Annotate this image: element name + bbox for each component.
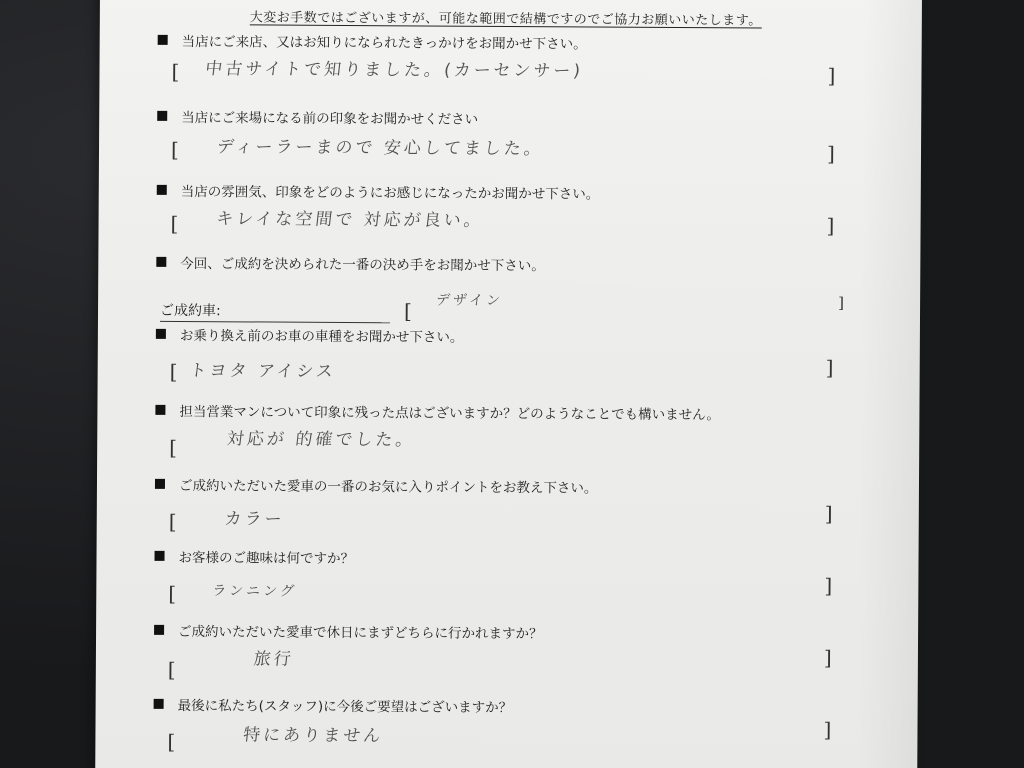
answer-7-bracket-left: [ <box>168 509 177 534</box>
answer-8-bracket-right: ] <box>824 573 833 598</box>
answer-10-bracket-left: [ <box>167 729 176 754</box>
answer-6-bracket-left: [ <box>169 435 178 460</box>
answer-8-handwriting: ランニング <box>211 583 298 600</box>
sheet-header: 大変お手数ではございますが、可能な範囲で結構ですのでご協力お願いいたします。 <box>249 10 762 29</box>
answer-5-handwriting: トヨタ アイシス <box>188 361 337 382</box>
car-label: ご成約車: <box>160 300 390 323</box>
answer-10-bracket-right: ] <box>823 717 832 742</box>
square-bullet-icon <box>156 329 166 339</box>
square-bullet-icon <box>156 257 166 267</box>
question-9-text: ご成約いただいた愛車で休日にまずどちらに行かれますか？ <box>178 623 543 643</box>
question-6 <box>155 400 720 423</box>
answer-2-handwriting: ディーラーまので 安心してました。 <box>215 137 545 160</box>
square-bullet-icon <box>155 405 165 415</box>
question-6-text: 担当営業マンについて印象に残った点はございますか？どのようなことでも構いません。 <box>179 403 721 424</box>
answer-8-bracket-left: [ <box>168 581 177 606</box>
question-7 <box>155 474 598 497</box>
question-2-text: 当店にご来場になる前の印象をお聞かせください <box>181 109 479 128</box>
question-10 <box>154 694 513 716</box>
question-8-text: お客様のご趣味は何ですか？ <box>178 549 355 568</box>
question-1 <box>158 30 587 53</box>
car-bracket-left: [ <box>403 299 412 324</box>
answer-9-bracket-left: [ <box>167 657 176 682</box>
square-bullet-icon <box>155 551 165 561</box>
square-bullet-icon <box>158 35 168 45</box>
question-9 <box>154 620 543 642</box>
answer-1-bracket-right: ] <box>827 63 836 88</box>
square-bullet-icon <box>154 699 164 709</box>
answer-9-bracket-right: ] <box>823 645 832 670</box>
answer-10-handwriting: 特にありません <box>242 725 385 747</box>
square-bullet-icon <box>155 479 165 489</box>
question-5 <box>156 324 464 346</box>
answer-5-bracket-right: ] <box>825 355 834 380</box>
answer-7-bracket-right: ] <box>824 501 833 526</box>
answer-1-bracket-left: [ <box>171 59 180 84</box>
square-bullet-icon <box>157 111 167 121</box>
answer-3-bracket-left: [ <box>170 211 179 236</box>
question-8 <box>154 546 354 567</box>
question-3 <box>157 180 600 203</box>
question-3-text: 当店の雰囲気、印象をどのようにお感じになったかお聞かせ下さい。 <box>180 183 600 203</box>
answer-5-bracket-left: [ <box>169 359 178 384</box>
question-10-text: 最後に私たち(スタッフ)に今後ご要望はございますか？ <box>177 697 513 717</box>
question-5-text: お乗り換え前のお車の車種をお聞かせ下さい。 <box>179 327 464 346</box>
question-4 <box>156 252 545 274</box>
question-1-text: 当店にご来店、又はお知りになられたきっかけをお聞かせ下さい。 <box>181 33 587 53</box>
answer-9-handwriting: 旅行 <box>252 649 295 670</box>
question-2 <box>157 106 478 128</box>
answer-1-handwriting: 中古サイトで知りました。(カーセンサー) <box>204 59 585 82</box>
square-bullet-icon <box>154 625 164 635</box>
answer-2-bracket-right: ] <box>826 141 835 166</box>
square-bullet-icon <box>157 185 167 195</box>
answer-7-handwriting: カラー <box>223 509 286 530</box>
answer-3-handwriting: キレイな空間で 対応が良い。 <box>215 209 485 231</box>
question-7-text: ご成約いただいた愛車の一番のお気に入りポイントをお教え下さい。 <box>178 477 598 497</box>
car-answer-handwriting: デザイン <box>435 292 504 309</box>
questionnaire-sheet <box>95 0 922 768</box>
car-bracket-right: ] <box>838 294 845 313</box>
answer-2-bracket-left: [ <box>170 137 179 162</box>
answer-6-handwriting: 対応が 的確でした。 <box>225 429 417 451</box>
answer-3-bracket-right: ] <box>826 213 835 238</box>
question-4-text: 今回、ご成約を決められた一番の決め手をお聞かせ下さい。 <box>180 255 545 275</box>
